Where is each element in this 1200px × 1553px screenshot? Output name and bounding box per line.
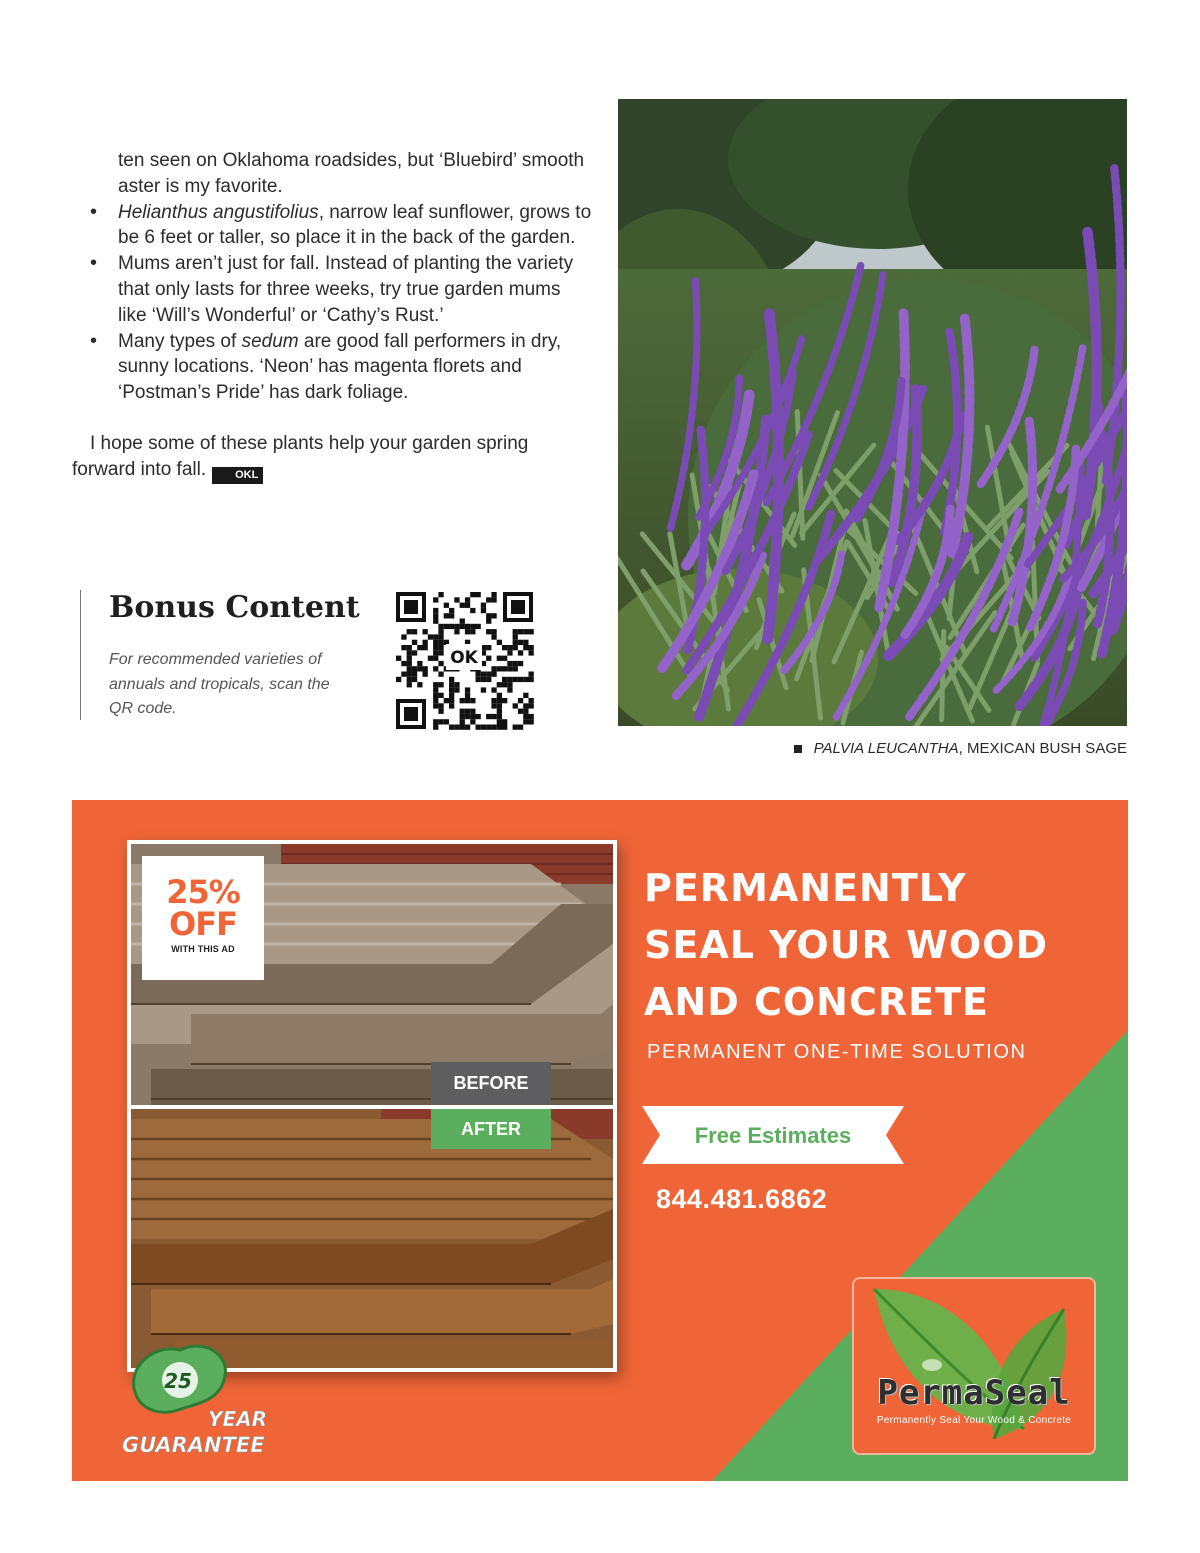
mexican-bush-sage-photo: [618, 99, 1127, 726]
permaseal-ad[interactable]: [72, 800, 1128, 1481]
guarantee-years: 25: [164, 1369, 192, 1393]
bonus-description: For recommended varieties of annuals and tropicals, scan the QR code.: [109, 651, 330, 717]
qr-logo-text: OK: [450, 648, 478, 668]
list-item: • Mums aren’t just for fall. Instead of planting the variety that only lasts for three weeks, try true garden mums like ‘Will’s Wonderful’ or ‘Cathy’s Rust.’: [72, 251, 592, 328]
bonus-content-box: [80, 590, 360, 720]
ad-subhead: PERMANENT ONE-TIME SOLUTION: [647, 1041, 1027, 1063]
logo-tagline: Permanently Seal Your Wood & Concrete: [876, 1415, 1072, 1426]
photo-caption: PALVIA LEUCANTHA , MEXICAN BUSH SAGE: [794, 740, 1127, 757]
phone-number-link[interactable]: 844.481.6862: [656, 1184, 828, 1214]
bonus-title: Bonus Content: [109, 590, 360, 625]
free-estimates-button[interactable]: Free Estimates: [694, 1123, 852, 1148]
guarantee-line2: GUARANTEE: [122, 1433, 265, 1457]
permaseal-logo: [852, 1277, 1096, 1455]
after-label: AFTER: [431, 1109, 551, 1149]
discount-percent: 25%: [166, 873, 240, 911]
article-body: [72, 148, 592, 484]
article-closing: I hope some of these plants help your garden spring forward into fall. OKL: [72, 431, 592, 484]
discount-note: WITH THIS AD: [171, 944, 235, 954]
logo-name: PermaSeal: [877, 1373, 1071, 1413]
list-item: • Helianthus angustifolius, narrow leaf sunflower, grows to be 6 feet or taller, so place it in the back of the garden.: [72, 200, 592, 252]
qr-code[interactable]: [394, 590, 535, 731]
leaf-icon: [854, 1279, 1094, 1453]
discount-badge: [142, 856, 264, 980]
ad-headline: PERMANENTLY SEAL YOUR WOOD AND CONCRETE: [644, 866, 1049, 1024]
caption-bullet: [794, 745, 802, 753]
guarantee-line1: YEAR: [208, 1407, 268, 1431]
plant-list: [72, 200, 592, 406]
article-continuation: ten seen on Oklahoma roadsides, but ‘Bluebird’ smooth aster is my favorite.: [118, 150, 585, 197]
list-item: • Many types of sedum are good fall performers in dry, sunny locations. ‘Neon’ has magenta florets and ‘Postman’s Pride’ has dark foliage.: [72, 329, 592, 406]
discount-off: OFF: [169, 905, 237, 943]
before-label: BEFORE: [431, 1062, 551, 1104]
end-mark-badge: OKL: [212, 467, 263, 484]
guarantee-badge: [120, 1340, 270, 1462]
